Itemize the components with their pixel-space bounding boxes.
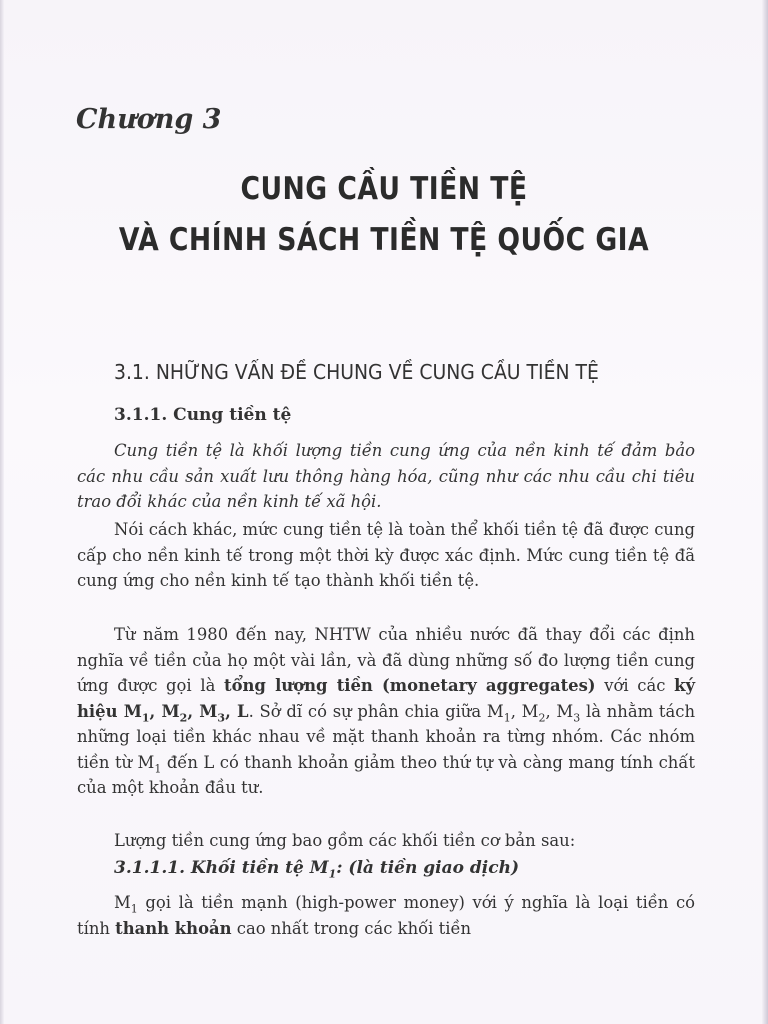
paragraph-4: Lượng tiền cung ứng bao gồm các khối tiền cơ bản sau:	[114, 831, 576, 850]
paragraph-3: Từ năm 1980 đến nay, NHTW của nhiều nước đã thay đổi các định nghĩa về tiền của họ một vài lần, và đã dùng những số đo lượng tiền cung ứng được gọi là tổng lượng tiền (monetary aggregates) với các ký hiệu $M_1$, $M_2$, $M_3$, L. Sở dĩ có sự phân chia giữa $M_1$, $M_2$, $M_3$ là nhằm tách những loại tiền khác nhau về mặt thanh khoản ra từng nhóm. Các nhóm tiền từ $M_1$ đến L có thanh khoản giảm theo thứ tự và càng mang tính chất của một khoản đầu tư.	[77, 625, 696, 797]
bold-term-symbols: ký hiệu $M_1$, $M_2$, $M_3$, L	[77, 676, 695, 724]
chapter-label: Chương 3	[76, 104, 222, 135]
subsection-heading: 3.1.1. Cung tiền tệ	[114, 405, 292, 425]
chapter-title-line2: VÀ CHÍNH SÁCH TIỀN TỆ QUỐC GIA	[118, 222, 650, 258]
bold-term-aggregates: tổng lượng tiền (monetary aggregates)	[224, 676, 596, 695]
scan-edge-right	[762, 0, 768, 1024]
definition-paragraph: Cung tiền tệ là khối lượng tiền cung ứng của nền kinh tế đảm bảo các nhu cầu sản xuất lưu thông hàng hóa, cũng như các nhu cầu chi tiêu trao đổi khác của nền kinh tế xã hội.	[77, 441, 695, 511]
paragraph-5: $M_1$ gọi là tiền mạnh (high-power money) với ý nghĩa là loại tiền có tính thanh khoản cao nhất trong các khối tiền	[77, 893, 695, 938]
paragraph-2: Nói cách khác, mức cung tiền tệ là toàn thể khối tiền tệ đã được cung cấp cho nền kinh tế trong một thời kỳ được xác định. Mức cung tiền tệ đã cung ứng cho nền kinh tế tạo thành khối tiền tệ.	[77, 520, 695, 590]
subsubsection-heading: 3.1.1.1. Khối tiền tệ $M_1$: (là tiền giao dịch)	[114, 858, 519, 881]
bold-term-liquidity: thanh khoản	[115, 918, 232, 938]
scan-edge-left	[0, 0, 4, 1024]
chapter-title-line1: CUNG CẦU TIỀN TỆ	[240, 171, 528, 207]
section-heading: 3.1. NHỮNG VẤN ĐỀ CHUNG VỀ CUNG CẦU TIỀN TỆ	[114, 360, 599, 384]
